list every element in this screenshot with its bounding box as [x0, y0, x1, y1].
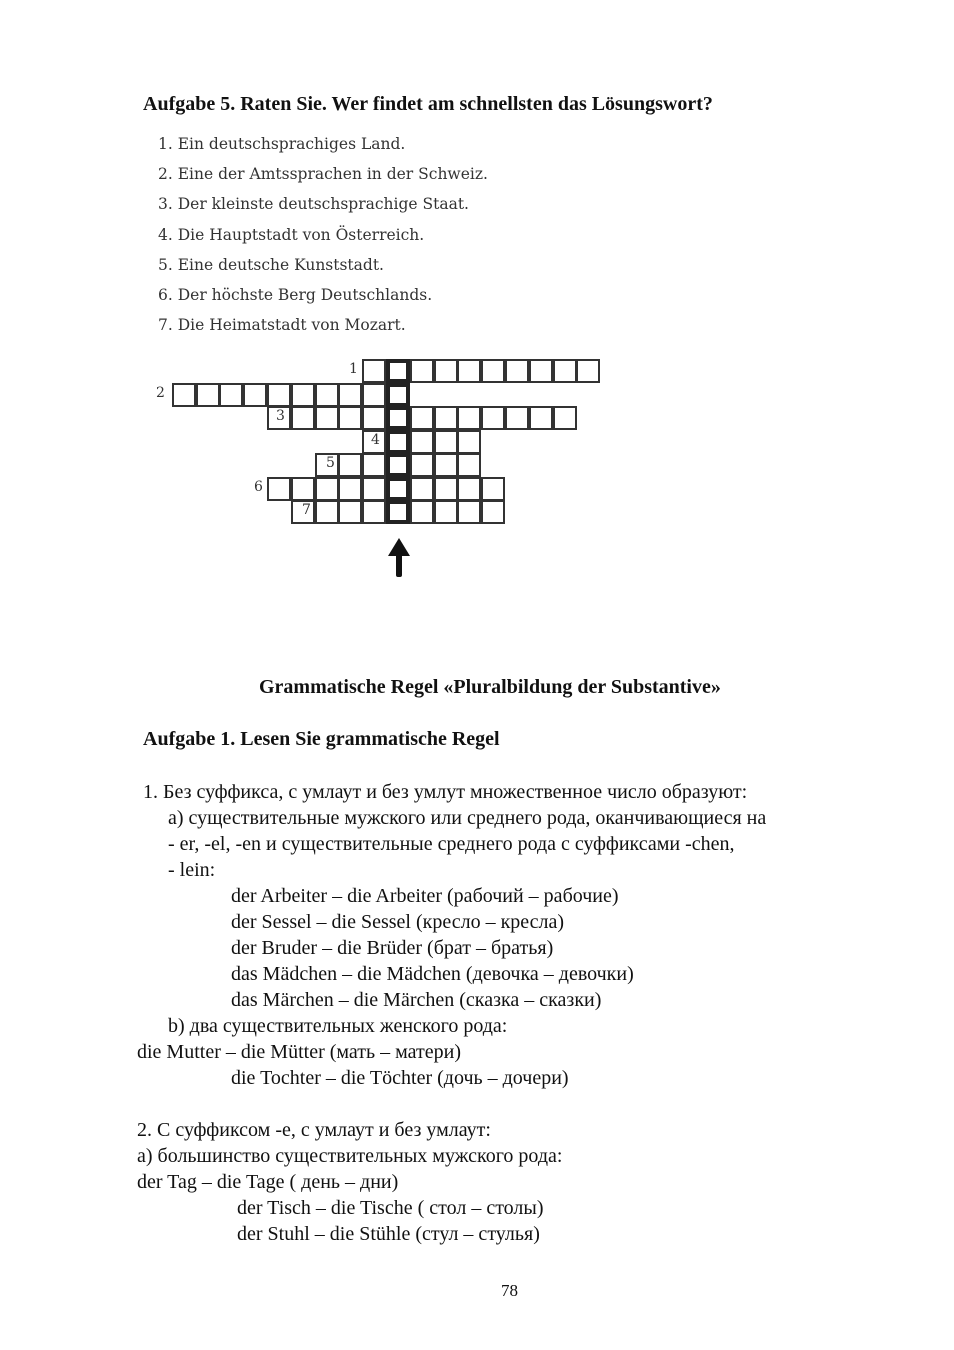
crossword-cell[interactable]: [457, 453, 481, 477]
solution-cell[interactable]: [386, 430, 410, 454]
row-number: 6: [254, 478, 263, 495]
crossword-cell[interactable]: [219, 383, 243, 407]
rule-line: - er, -el, -en и существительные среднего рода с суффиксами -chen,: [168, 833, 735, 855]
example-line: das Märchen – die Märchen (сказка – сказки): [231, 989, 602, 1011]
crossword-cell[interactable]: [410, 500, 434, 524]
crossword-cell[interactable]: [434, 430, 458, 454]
crossword-cell[interactable]: [291, 406, 315, 430]
crossword-cell[interactable]: [410, 406, 434, 430]
crossword-cell[interactable]: [315, 500, 339, 524]
crossword-cell[interactable]: [338, 500, 362, 524]
crossword-cell[interactable]: [362, 383, 386, 407]
crossword-cell[interactable]: [410, 453, 434, 477]
crossword-cell[interactable]: [576, 359, 600, 383]
crossword-cell[interactable]: [481, 477, 505, 501]
task1-title: Aufgabe 1. Lesen Sie grammatische Regel: [143, 728, 500, 750]
solution-cell[interactable]: [386, 406, 410, 430]
crossword-cell[interactable]: [481, 406, 505, 430]
row-number: 2: [156, 384, 165, 401]
solution-cell[interactable]: [386, 477, 410, 501]
crossword-cell[interactable]: [338, 383, 362, 407]
example-line: der Tisch – die Tische ( стол – столы): [237, 1197, 544, 1219]
crossword-cell[interactable]: [362, 477, 386, 501]
solution-cell[interactable]: [386, 383, 410, 407]
crossword-cell[interactable]: [291, 383, 315, 407]
crossword-cell[interactable]: [434, 477, 458, 501]
row-number: 4: [371, 431, 380, 448]
clue-2: 2. Eine der Amtssprachen in der Schweiz.: [158, 165, 488, 183]
example-line: der Bruder – die Brüder (брат – братья): [231, 937, 554, 959]
crossword-cell[interactable]: [172, 383, 196, 407]
rule-line: 1. Без суффикса, с умлаут и без умлут множественное число образуют:: [143, 781, 748, 803]
example-line: das Mädchen – die Mädchen (девочка – девочки): [231, 963, 634, 985]
crossword-cell[interactable]: [457, 430, 481, 454]
crossword-cell[interactable]: [315, 406, 339, 430]
crossword-cell[interactable]: [338, 453, 362, 477]
crossword-cell[interactable]: [410, 477, 434, 501]
crossword-cell[interactable]: [291, 477, 315, 501]
clue-4: 4. Die Hauptstadt von Österreich.: [158, 226, 425, 244]
crossword-cell[interactable]: [267, 477, 291, 501]
crossword-cell[interactable]: [553, 406, 577, 430]
crossword-cell[interactable]: [457, 477, 481, 501]
row-number: 7: [302, 502, 311, 518]
example-line: der Stuhl – die Stühle (стул – стулья): [237, 1223, 540, 1245]
crossword-cell[interactable]: [457, 406, 481, 430]
crossword-cell[interactable]: [481, 359, 505, 383]
crossword-cell[interactable]: [362, 500, 386, 524]
example-line: die Tochter – die Töchter (дочь – дочери): [231, 1067, 569, 1089]
rule-line: а) большинство существительных мужского рода:: [137, 1145, 563, 1167]
example-line: die Mutter – die Mütter (мать – матери): [137, 1041, 461, 1063]
crossword-cell[interactable]: [434, 500, 458, 524]
crossword-cell[interactable]: [243, 383, 267, 407]
row-number: 1: [349, 361, 358, 377]
crossword-cell[interactable]: [362, 406, 386, 430]
rule-line: а) существительные мужского или среднего рода, оканчивающиеся на: [168, 807, 767, 829]
crossword-cell[interactable]: [457, 500, 481, 524]
rule-line: 2. С суффиксом -е, с умлаут и без умлаут:: [137, 1119, 491, 1141]
crossword-cell[interactable]: [434, 359, 458, 383]
crossword-cell[interactable]: [338, 406, 362, 430]
row-number: 3: [276, 408, 285, 424]
crossword-cell[interactable]: [434, 406, 458, 430]
crossword-cell[interactable]: [362, 453, 386, 477]
solution-cell[interactable]: [386, 359, 410, 383]
crossword-cell[interactable]: [434, 453, 458, 477]
crossword-cell[interactable]: [529, 359, 553, 383]
grammar-rule-title: Grammatische Regel «Pluralbildung der Substantive»: [259, 676, 721, 698]
rule-line: - lein:: [168, 859, 216, 881]
clue-7: 7. Die Heimatstadt von Mozart.: [158, 316, 406, 334]
solution-cell[interactable]: [386, 500, 410, 524]
example-line: der Tag – die Tage ( день – дни): [137, 1171, 399, 1193]
clue-5: 5. Eine deutsche Kunststadt.: [158, 256, 384, 274]
rule-line: b) два существительных женского рода:: [168, 1015, 508, 1037]
solution-cell[interactable]: [386, 453, 410, 477]
crossword-cell[interactable]: [315, 383, 339, 407]
crossword-cell[interactable]: [457, 359, 481, 383]
crossword-cell[interactable]: [267, 383, 291, 407]
page-number: 78: [501, 1281, 518, 1300]
row-number: 5: [326, 455, 335, 471]
example-line: der Arbeiter – die Arbeiter (рабочий – рабочие): [231, 885, 619, 907]
clue-1: 1. Ein deutschsprachiges Land.: [158, 135, 406, 153]
clue-3: 3. Der kleinste deutschsprachige Staat.: [158, 195, 469, 213]
crossword-cell[interactable]: [362, 359, 386, 383]
crossword-cell[interactable]: [553, 359, 577, 383]
clue-6: 6. Der höchste Berg Deutschlands.: [158, 286, 433, 304]
crossword-cell[interactable]: [338, 477, 362, 501]
example-line: der Sessel – die Sessel (кресло – кресла): [231, 911, 565, 933]
crossword-cell[interactable]: [315, 477, 339, 501]
crossword-cell[interactable]: [529, 406, 553, 430]
task5-title: Aufgabe 5. Raten Sie. Wer findet am schnellsten das Lösungswort?: [143, 93, 713, 115]
crossword-cell[interactable]: [410, 359, 434, 383]
crossword-cell[interactable]: [196, 383, 220, 407]
crossword-cell[interactable]: [410, 430, 434, 454]
crossword-cell[interactable]: [481, 500, 505, 524]
crossword-cell[interactable]: [505, 359, 529, 383]
crossword-cell[interactable]: [505, 406, 529, 430]
